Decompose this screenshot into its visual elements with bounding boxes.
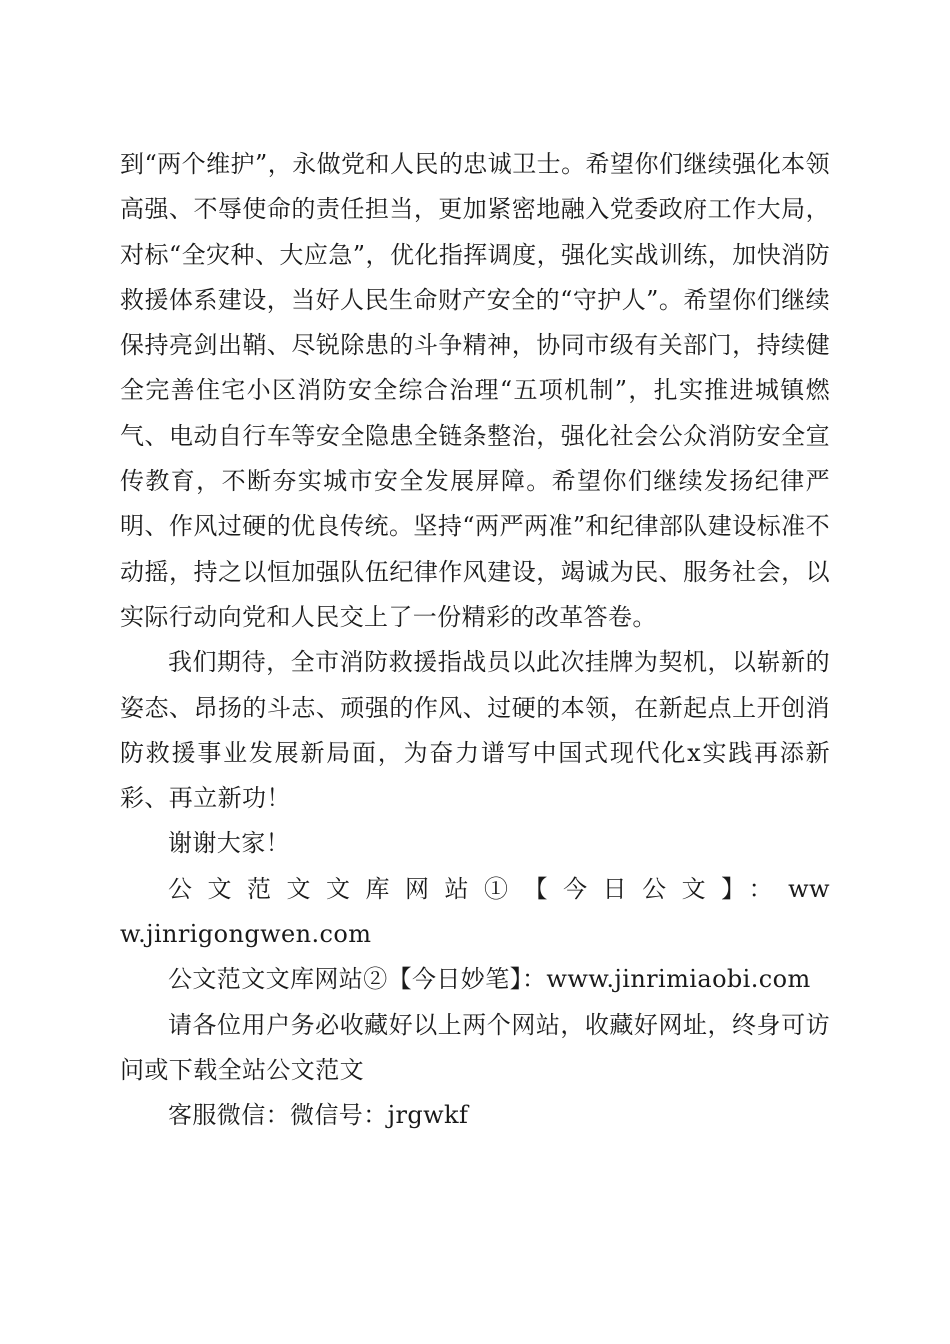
closing-thanks: 谢谢大家！ <box>168 829 290 858</box>
body-paragraph: 我们期待，全市消防救援指战员以此次挂牌为契机，以崭新的姿态、昂扬的斗志、顽强的作风、过硬的本领，在新起点上开创消防救援事业发展新局面，为奋力谱写中国式现代化x实践再添新彩、再立新功！ <box>120 648 830 813</box>
website-two-line: 公文范文文库网站②【今日妙笔】：www.jinrimiaobi.com <box>168 965 811 994</box>
document-body <box>120 142 830 1139</box>
website-one-url[interactable]: www.jinrigongwen.com <box>120 874 830 949</box>
bookmark-notice: 请各位用户务必收藏好以上两个网站，收藏好网址，终身可访问或下载全站公文范文 <box>120 1010 830 1084</box>
customer-service-wechat: 客服微信：微信号：jrgwkf <box>168 1101 469 1130</box>
website-one-label: 公文范文文库网站①【今日公文】： <box>168 874 789 903</box>
body-paragraph: 到“两个维护”，永做党和人民的忠诚卫士。希望你们继续强化本领高强、不辱使命的责任担当，更加紧密地融入党委政府工作大局，对标“全灾种、大应急”，优化指挥调度，强化实战训练，加快消防救援体系建设，当好人民生命财产安全的“守护人”。希望你们继续保持亮剑出鞘、尽锐除患的斗争精神，协同市级有关部门，持续健全完善住宅小区消防安全综合治理“五项机制”，扎实推进城镇燃气、电动自行车等安全隐患全链条整治，强化社会公众消防安全宣传教育，不断夯实城市安全发展屏障。希望你们继续发扬纪律严明、作风过硬的优良传统。坚持“两严两准”和纪律部队建设标准不动摇，持之以恒加强队伍纪律作风建设，竭诚为民、服务社会，以实际行动向党和人民交上了一份精彩的改革答卷。 <box>120 150 830 631</box>
website-one-line <box>120 867 830 958</box>
